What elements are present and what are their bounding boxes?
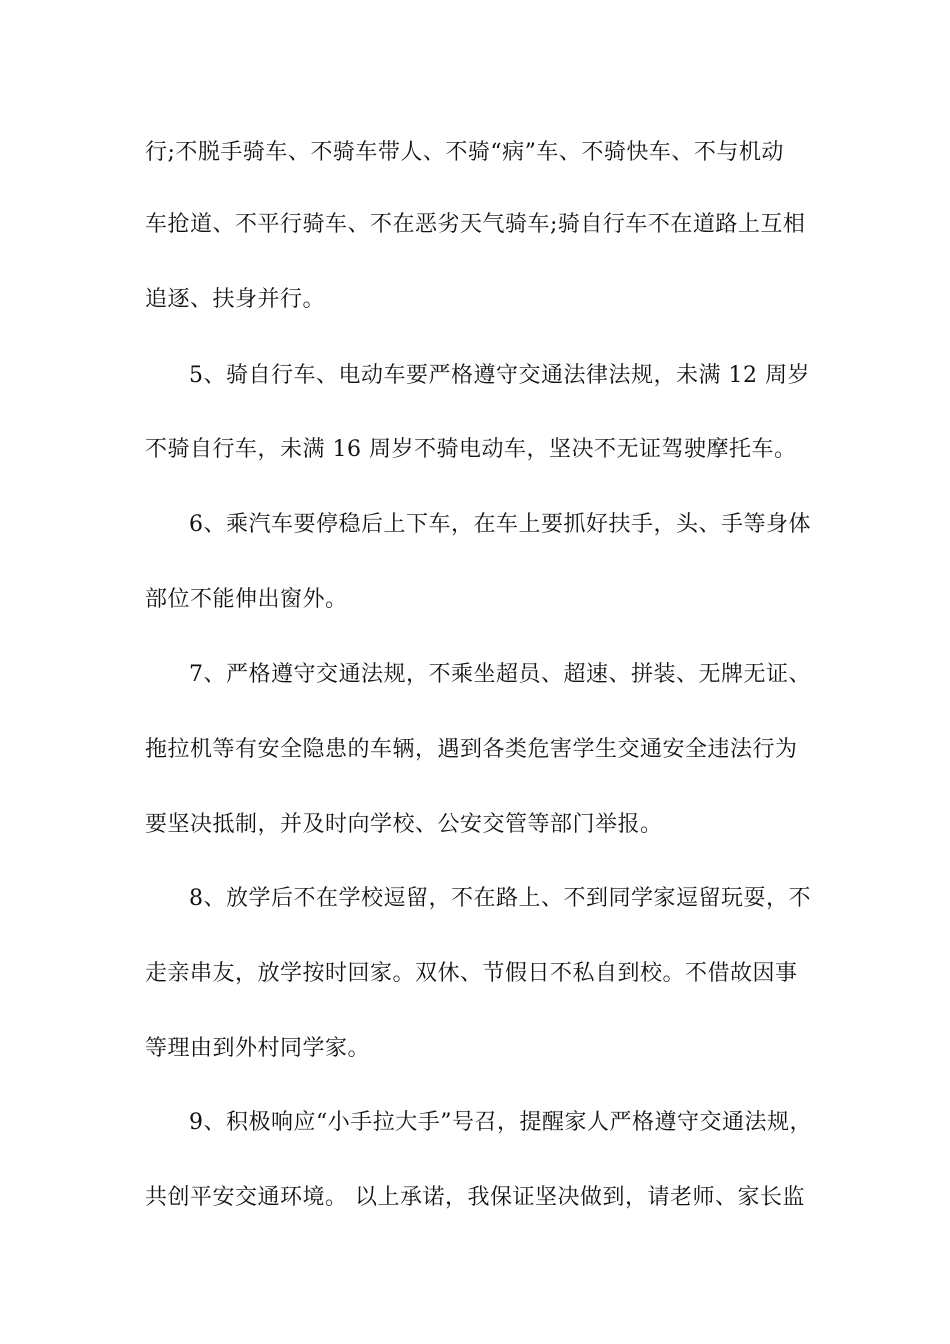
paragraph-8-start: 8、放学后不在学校逗留，不在路上、不到同学家逗留玩耍，不 [189,886,811,911]
text-line: 等理由到外村同学家。 [145,1036,371,1061]
text-line: 追逐、扶身并行。 [145,287,326,312]
text-line: 不骑自行车，未满 16 周岁不骑电动车，坚决不无证驾驶摩托车。 [145,437,797,462]
text-line: 车抢道、不平行骑车、不在恶劣天气骑车;骑自行车不在道路上互相 [145,212,806,237]
text-line: 部位不能伸出窗外。 [145,587,348,612]
paragraph-9-start: 9、积极响应“小手拉大手”号召，提醒家人严格遵守交通法规， [189,1110,812,1135]
text-line: 拖拉机等有安全隐患的车辆，遇到各类危害学生交通安全违法行为 [145,737,798,762]
paragraph-5-start: 5、骑自行车、电动车要严格遵守交通法律法规，未满 12 周岁 [189,363,810,388]
paragraph-7-start: 7、严格遵守交通法规，不乘坐超员、超速、拼装、无牌无证、 [189,662,811,687]
text-line: 走亲串友，放学按时回家。双休、节假日不私自到校。不借故因事 [145,961,798,986]
text-line: 共创平安交通环境。 以上承诺，我保证坚决做到，请老师、家长监 [145,1185,805,1210]
paragraph-6-start: 6、乘汽车要停稳后上下车，在车上要抓好扶手，头、手等身体 [189,512,811,537]
text-line: 要坚决抵制，并及时向学校、公安交管等部门举报。 [145,812,663,837]
text-line: 行;不脱手骑车、不骑车带人、不骑“病”车、不骑快车、不与机动 [145,140,784,165]
